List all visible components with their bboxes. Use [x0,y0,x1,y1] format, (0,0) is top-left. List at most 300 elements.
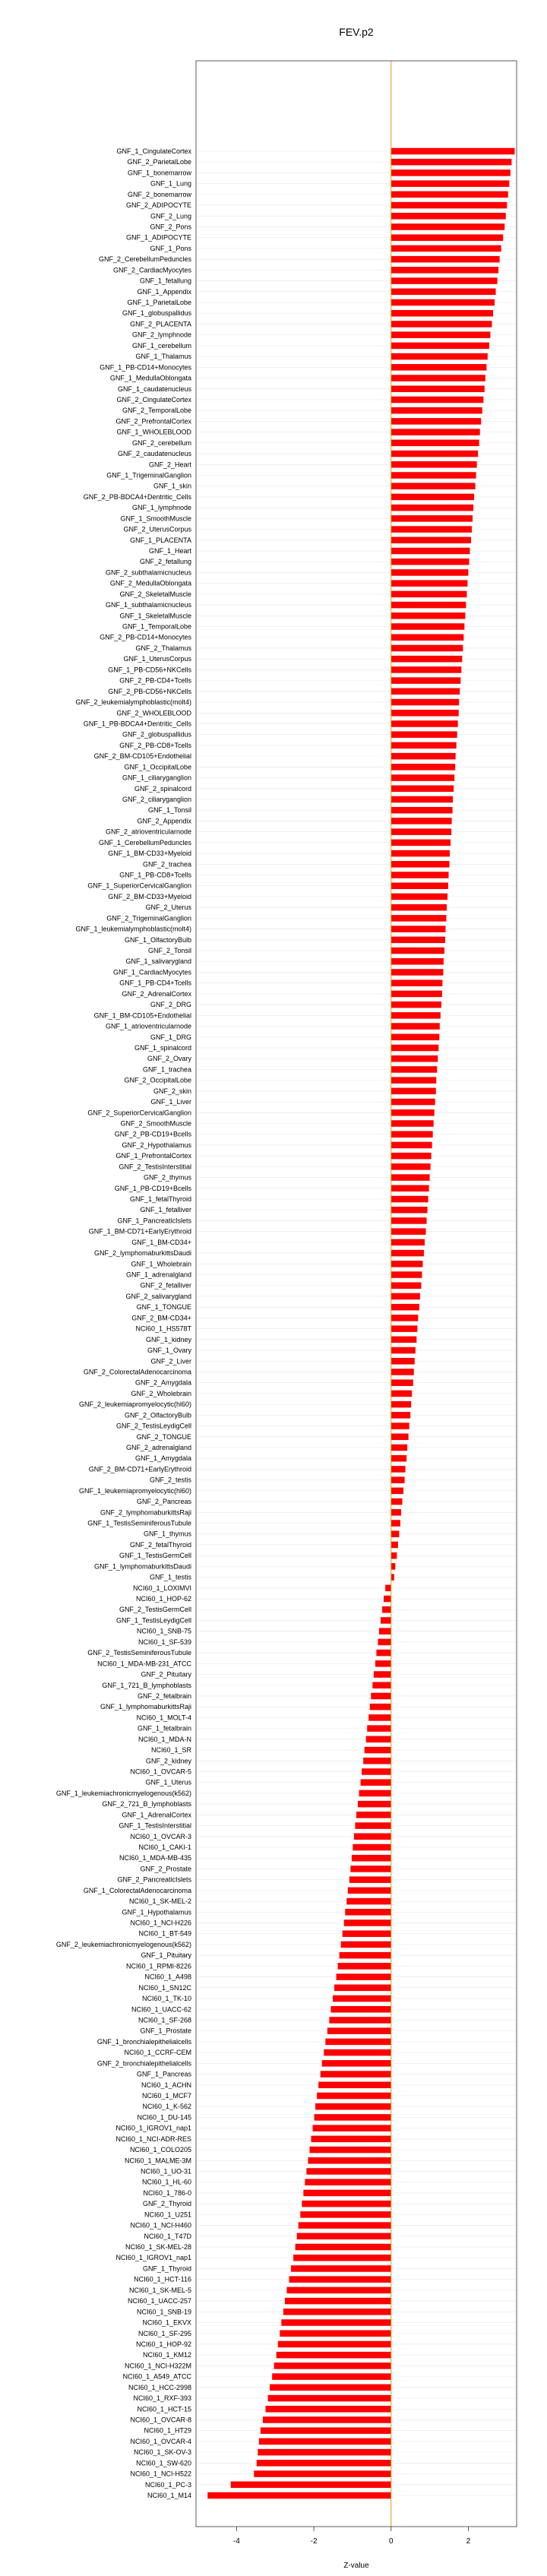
bar [391,937,445,944]
category-label: GNF_2_leukemialymphoblastic(molt4) [75,698,191,707]
category-label: GNF_1_kidney [145,1335,191,1343]
bar [311,2136,391,2143]
category-label: NCI60_1_SF-539 [138,1638,191,1646]
bar [391,429,480,435]
category-label: NCI60_1_SK-OV-3 [133,2448,191,2457]
bar [391,569,469,576]
bar [391,1466,406,1473]
bar [286,2287,390,2294]
bar [391,353,488,360]
category-label: GNF_1_TemporalLobe [122,622,191,631]
bar [391,202,507,209]
category-label: GNF_2_BM-CD34+ [131,1314,191,1322]
bar [359,1790,391,1797]
category-label: GNF_1_adrenalgland [125,1271,191,1279]
category-label: GNF_1_SkeletalMuscle [119,612,191,620]
category-label: GNF_1_PB-CD19+Bcells [114,1184,191,1192]
category-label: GNF_1_BM-CD33+Myeloid [108,850,191,858]
category-label: NCI60_1_SF-268 [138,2016,191,2024]
bar [263,2416,391,2423]
category-label: GNF_2_SuperiorCervicalGanglion [87,1109,191,1117]
category-label: NCI60_1_LOXIMVI [132,1584,191,1592]
bar [391,915,447,922]
category-label: GNF_1_Liver [150,1098,191,1106]
bar [329,2017,390,2024]
category-label: GNF_2_UterusCorpus [123,525,191,533]
category-label: NCI60_1_HS578T [135,1324,191,1333]
category-label: GNF_1_TestisGermCell [119,1552,191,1560]
category-label: GNF_1_Appendix [137,287,191,296]
bar [391,1488,403,1495]
category-label: GNF_2_fetalliver [140,1281,191,1290]
category-label: GNF_2_testis [149,1476,191,1484]
bar [391,483,476,489]
category-label: GNF_1_Pons [150,244,191,252]
category-label: GNF_1_subthalamicnucleus [105,601,191,609]
category-label: GNF_1_Prostate [140,2027,191,2035]
category-label: GNF_1_thymus [143,1530,191,1538]
category-label: GNF_2_leukemiapromyelocytic(hl60) [78,1400,191,1409]
category-label: GNF_2_fetalThyroid [129,1540,191,1549]
category-label: GNF_1_TestisInterstitial [119,1821,191,1830]
category-label: GNF_1_atrioventricularnode [105,1022,191,1030]
bar [391,1347,416,1354]
bar [366,1736,391,1743]
bar [254,2470,390,2477]
category-label: GNF_2_subthalamicnucleus [105,568,191,577]
bar [391,1239,425,1246]
bar [391,1325,418,1332]
category-label: GNF_1_Pituitary [141,1951,191,1960]
category-label: GNF_1_TestisLeydigCell [115,1616,191,1625]
bar [391,1422,409,1429]
bar [291,2265,391,2272]
category-label: NCI60_1_A549_ATCC [122,2372,191,2381]
category-label: GNF_1_BM-CD71+EarlyErythroid [88,1227,191,1236]
bar [289,2276,391,2283]
category-label: GNF_1_Pancreas [136,2070,191,2078]
bar [391,742,457,749]
category-label: GNF_2_Hypothalamus [122,1141,191,1149]
bar [391,1099,435,1106]
bar [340,1952,391,1959]
category-label: GNF_1_TONGUE [136,1303,191,1312]
category-label: NCI60_1_HL-60 [141,2178,191,2186]
category-label: NCI60_1_PC-3 [144,2480,191,2489]
category-label: GNF_1_globuspallidus [122,309,191,318]
category-label: GNF_2_fetallung [139,558,191,566]
bar [349,1876,391,1883]
category-label: GNF_1_TestisSeminiferousTubule [87,1519,191,1527]
category-label: GNF_1_PLACENTA [130,536,191,544]
category-label: GNF_1_PancreaticIslets [117,1217,191,1225]
bar [315,2114,391,2121]
category-label: GNF_2_DRG [150,1001,191,1009]
category-label: NCI60_1_SNB-75 [136,1627,191,1635]
bar [391,979,443,986]
category-label: GNF_2_Pons [150,223,191,231]
chart-title: FEV.p2 [339,26,374,38]
x-tick-label: 2 [466,2537,471,2546]
bar [391,948,444,954]
bar [391,1379,413,1386]
category-label: NCI60_1_M14 [147,2492,191,2499]
bar [391,472,476,479]
category-label: GNF_2_ADIPOCYTE [125,201,191,210]
category-label: GNF_2_Thalamus [135,644,191,652]
bar [391,375,485,381]
bar [391,1045,439,1052]
bar [334,1985,391,1992]
bar [207,2492,391,2499]
bar [391,1498,403,1505]
bar [353,1844,390,1851]
bar [391,882,448,889]
bar [391,1455,406,1462]
category-label: NCI60_1_K-562 [142,2103,191,2111]
category-label: GNF_2_lymphomaburkittsDaudi [93,1249,191,1258]
bar [391,894,447,900]
bar [370,1704,391,1710]
bar [391,526,472,533]
category-label: NCI60_1_MDA-N [138,1735,191,1743]
category-label: GNF_1_Hypothalamus [122,1908,191,1916]
bar [391,386,485,393]
category-label: GNF_1_SuperiorCervicalGanglion [87,881,191,890]
category-label: NCI60_1_NCI-H460 [130,2221,191,2229]
category-label: GNF_2_ColorectalAdenocarcinoma [83,1368,191,1376]
bar [391,148,515,155]
bar [391,234,503,241]
bar [391,1520,400,1527]
category-label: GNF_1_UterusCorpus [123,655,191,663]
bar [325,2039,390,2046]
category-label: GNF_1_Tonsil [147,806,191,815]
bar [344,1919,391,1926]
category-label: NCI60_1_UO-31 [140,2167,191,2176]
bar [391,991,442,998]
category-label: NCI60_1_RPMI-8226 [125,1962,191,1970]
bar [358,1801,391,1808]
bar [391,364,487,371]
category-label: GNF_2_atrioventricularnode [105,828,191,836]
bar [356,1812,391,1818]
bar [391,753,456,760]
bar [365,1747,391,1754]
bar [391,299,495,306]
category-label: GNF_1_PB-BDCA4+Dentritic_Cells [83,720,191,728]
bar [391,731,457,738]
category-label: GNF_2_Ovary [147,1055,191,1063]
bar [391,1023,440,1030]
bar [391,1131,433,1138]
category-label: GNF_2_ParietalLobe [127,158,191,166]
category-label: GNF_2_globuspallidus [122,730,191,739]
category-label: GNF_1_Uterus [145,1778,191,1786]
bar [322,2060,391,2067]
bar [391,548,470,555]
category-label: NCI60_1_MCF7 [141,2091,191,2100]
category-label: GNF_1_cerebellum [131,341,191,350]
category-label: GNF_2_CingulateCortex [116,395,191,403]
bar [391,1391,412,1397]
bar [391,1207,428,1214]
bar [391,223,504,230]
bar [382,1606,391,1613]
bar [315,2103,391,2110]
bar [391,494,474,501]
bar [350,1866,390,1872]
bar [378,1639,390,1646]
bar [367,1725,391,1732]
category-label: GNF_2_Tonsil [147,947,191,955]
bar [384,1596,391,1603]
category-label: NCI60_1_786-0 [143,2188,191,2197]
bar [308,2157,390,2164]
bar [352,1855,391,1862]
bar [277,2352,391,2359]
category-label: GNF_2_Uterus [145,903,191,912]
bar [317,2093,391,2100]
bar [391,710,459,717]
x-axis [233,2527,471,2546]
bar [391,1163,431,1170]
bar [391,1358,415,1365]
bar [391,1574,394,1581]
bar [391,926,446,932]
category-label: GNF_2_TestisGermCell [119,1606,191,1614]
category-label: GNF_2_Thyroid [142,2200,191,2208]
bar [391,850,450,857]
bar [391,840,451,847]
category-label: GNF_2_PrefrontalCortex [115,417,191,426]
category-label: GNF_2_PB-CD19+Bcells [114,1130,191,1138]
bar [391,645,463,652]
bar [391,1337,417,1343]
category-label: GNF_2_BM-CD105+Endothelial [93,752,191,761]
category-label: GNF_1_leukemiachronicmyelogenous(k562) [55,1789,191,1797]
category-label: NCI60_1_SK-MEL-28 [125,2243,191,2252]
category-label: GNF_2_spinalcord [134,784,191,793]
category-label: NCI60_1_NCI-H322M [124,2362,191,2370]
bar [391,397,484,403]
bar [309,2147,390,2154]
bar [375,1660,391,1667]
bar [391,191,508,198]
bar [391,180,510,187]
x-tick-label: 0 [388,2537,394,2546]
bar [280,2330,390,2337]
category-label: GNF_1_MedullaOblongata [109,374,191,382]
bar [391,169,511,176]
category-label: GNF_1_BM-CD105+Endothelial [93,1011,191,1020]
category-labels [56,147,192,2499]
bar [379,1628,391,1635]
category-label: NCI60_1_CCRF-CEM [124,2049,191,2057]
bar [391,1142,432,1149]
bar [372,1682,390,1688]
bar [391,451,478,457]
bar [333,1995,391,2002]
category-label: NCI60_1_OVCAR-5 [130,1767,191,1776]
bar [346,1898,390,1905]
category-label: GNF_2_TrigeminalGanglion [106,914,191,922]
bar [330,2006,390,2013]
category-label: GNF_2_cerebellum [131,438,191,447]
bar [391,1228,426,1235]
category-label: GNF_2_Pituitary [141,1670,191,1679]
bar [391,591,467,598]
category-label: NCI60_1_NCI-H522 [130,2470,191,2478]
category-label: GNF_2_thymus [143,1173,191,1182]
category-label: GNF_1_lymphomaburkittsDaudi [93,1562,191,1571]
category-label: NCI60_1_SF-295 [138,2329,191,2337]
category-label: GNF_2_PB-CD56+NKCells [108,687,191,695]
bar [391,1109,435,1116]
category-label: GNF_2_PB-BDCA4+Dentritic_Cells [83,492,191,501]
bar [391,807,453,814]
category-label: GNF_2_Liver [150,1357,191,1366]
bar [391,786,454,793]
category-label: GNF_2_lymphomaburkittsRaji [100,1508,191,1517]
bar [266,2406,391,2413]
category-label: NCI60_1_HT29 [144,2426,191,2435]
bar [391,872,449,878]
category-label: NCI60_1_OVCAR-4 [130,2437,191,2445]
bar [391,256,500,263]
bar [391,407,482,414]
x-tick-label: -2 [310,2537,318,2546]
bar [338,1963,391,1970]
bar [391,159,512,166]
bar [363,1758,391,1764]
bar [391,1401,411,1408]
bar [391,796,453,803]
bars [207,148,514,2499]
bar [391,1476,405,1483]
bar [257,2460,391,2467]
category-label: GNF_1_Ovary [147,1347,191,1355]
category-label: GNF_1_AdrenalCortex [122,1811,191,1819]
category-label: GNF_2_OccipitalLobe [124,1076,191,1084]
bar [391,1002,441,1008]
category-label: NCI60_1_MALME-3M [124,2157,191,2165]
bar [391,1282,422,1289]
bar [385,1585,391,1592]
bar [391,343,489,350]
category-label: NCI60_1_BT-549 [138,1929,191,1938]
category-label: GNF_2_TemporalLobe [122,407,191,415]
category-label: GNF_2_Appendix [137,817,191,825]
category-label: NCI60_1_CAKI-1 [138,1843,191,1852]
bar [391,515,473,522]
bar [391,1552,397,1559]
category-label: NCI60_1_NCI-ADR-RES [115,2135,191,2143]
bar [327,2027,391,2034]
bar [391,1217,427,1224]
category-label: NCI60_1_KM12 [142,2351,191,2359]
category-label: GNF_2_Wholebrain [131,1389,191,1397]
category-label: NCI60_1_HCT-116 [134,2275,191,2283]
category-label: NCI60_1_U251 [144,2210,191,2219]
bar [391,1153,432,1160]
category-label: GNF_1_testis [149,1573,191,1581]
category-label: GNF_2_salivarygland [125,1292,191,1300]
bar [391,612,466,619]
category-label: NCI60_1_NCI-H226 [130,1919,191,1927]
bar [391,958,444,965]
bar [391,1434,409,1441]
category-label: NCI60_1_HCT-15 [137,2405,191,2413]
category-label: GNF_1_PB-CD8+Tcells [119,871,191,879]
category-label: NCI60_1_HOP-62 [135,1595,191,1603]
category-label: GNF_2_TONGUE [136,1432,191,1441]
bar [391,656,463,663]
category-label: GNF_2_721_B_lymphoblasts [102,1800,191,1809]
category-label: GNF_1_ciliaryganglion [122,774,191,782]
category-label: GNF_1_skin [153,482,191,490]
category-label: GNF_2_kidney [145,1757,191,1765]
category-label: NCI60_1_MDA-MB-435 [119,1854,191,1862]
bar [391,277,498,284]
category-label: GNF_1_fetalbrain [137,1724,191,1733]
category-label: NCI60_1_MDA-MB-231_ATCC [97,1660,191,1668]
bar [391,1250,424,1257]
category-label: NCI60_1_RXF-393 [133,2394,191,2403]
category-label: GNF_1_fetalThyroid [129,1195,191,1204]
category-label: NCI60_1_DU-145 [137,2113,191,2122]
category-label: GNF_2_Prostate [140,1865,191,1873]
gridlines [196,151,517,2495]
category-label: GNF_1_ColorectalAdenocarcinoma [83,1886,191,1894]
category-label: GNF_2_PB-CD14+Monocytes [100,633,191,641]
category-label: GNF_2_lymphnode [131,331,191,339]
category-label: GNF_1_Heart [148,547,191,555]
category-label: GNF_1_OlfactoryBulb [124,935,191,944]
bar [391,1077,436,1084]
bar [303,2190,390,2197]
bar [391,1012,441,1019]
category-label: NCI60_1_COLO205 [129,2146,191,2154]
bar [391,1445,407,1451]
bar [391,1509,401,1516]
bar [297,2233,391,2240]
category-label: GNF_1_PrefrontalCortex [115,1152,191,1160]
category-label: GNF_1_CingulateCortex [116,147,191,155]
bar [343,1930,391,1937]
category-label: GNF_1_salivarygland [125,957,191,966]
bar [391,580,468,587]
category-label: NCI60_1_OVCAR-3 [130,1832,191,1840]
category-label: NCI60_1_SW-620 [136,2459,191,2467]
bar [391,1066,438,1073]
category-label: GNF_2_skin [153,1087,191,1095]
bar [341,1941,391,1948]
bar [391,720,458,727]
category-label: GNF_2_AdrenalCortex [122,989,191,998]
bar [391,861,450,868]
category-label: GNF_2_trachea [142,860,191,869]
category-label: NCI60_1_T47D [144,2232,191,2240]
category-label: GNF_1_DRG [150,1033,191,1041]
category-label: NCI60_1_TK-10 [141,1995,191,2003]
bar [391,818,452,824]
x-tick-label: -4 [232,2537,240,2546]
category-label: GNF_1_CardiacMyocytes [112,968,191,976]
bar [272,2373,391,2380]
category-label: GNF_1_fetalliver [140,1206,191,1214]
category-label: GNF_1_OccipitalLobe [124,763,191,771]
